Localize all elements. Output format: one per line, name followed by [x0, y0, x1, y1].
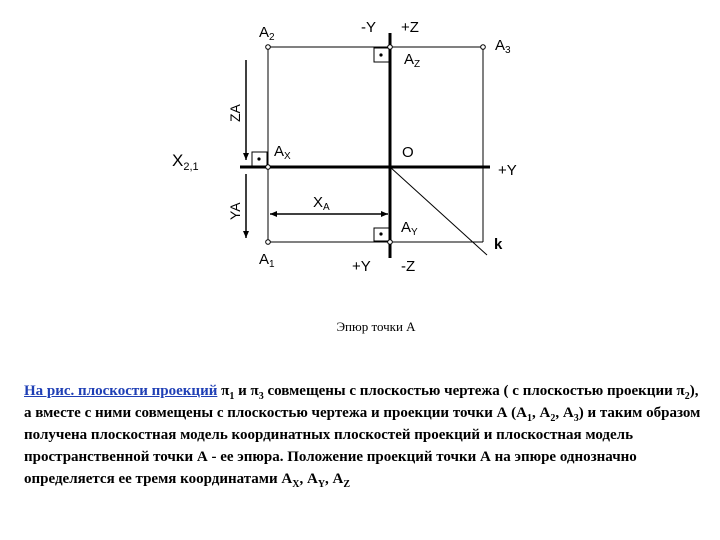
label-plus-y-bottom: +Y — [352, 258, 371, 275]
diagram-labels — [172, 19, 517, 275]
label-ax: $A_X$ — [274, 143, 291, 162]
construction-lines — [268, 47, 487, 255]
label-plus-z-top: +Z — [401, 19, 419, 36]
pi-symbol: π — [221, 383, 230, 399]
label-minus-z-bottom: -Z — [401, 258, 416, 275]
pi-symbol: π — [250, 383, 259, 399]
label-za: ZA — [227, 104, 243, 122]
label-a2: $A_2$ — [259, 24, 275, 43]
description-paragraph: На рис. плоскости проекций $\pi_1$ и $\pi_3$ совмещены с плоскостью чертежа ( с плоскостью проекции $\pi_2$), а вместе с ними совмещены с плоскостью чертежа и проекции точки А ($А_1$, $А_2$, $А_3$) и таким образом получена плоскостная модель координатных плоскостей проекций и плоскостная модель пространственной точки А - ее эпюра. Положение проекций точки А на эпюре однозначно определяется ее тремя координатами $А_X$, $А_Y$, $А_Z$ — [24, 383, 701, 490]
figure-link[interactable]: На рис. плоскости проекций — [24, 383, 218, 399]
label-k: k — [494, 236, 503, 253]
label-xa: $X_A$ — [313, 194, 330, 213]
pi-symbol: π — [676, 383, 685, 399]
point-a1 — [266, 240, 271, 245]
point-a2 — [266, 45, 271, 50]
right-angle-marks — [252, 48, 389, 241]
point-az — [388, 45, 393, 50]
dot-ax — [257, 157, 260, 160]
point-ay — [388, 240, 393, 245]
label-az: $A_Z$ — [404, 51, 421, 70]
dot-ay — [379, 232, 382, 235]
dot-az — [379, 53, 382, 56]
figure-caption: Эпюр точки А — [336, 319, 416, 334]
label-plus-y-right: +Y — [498, 162, 517, 179]
label-a3: $A_3$ — [495, 37, 511, 56]
label-minus-y-top: -Y — [361, 19, 376, 36]
label-ya: YA — [227, 202, 243, 220]
label-a1: $A_1$ — [259, 251, 275, 270]
label-origin: O — [402, 144, 414, 161]
label-ay: $A_Y$ — [401, 219, 418, 238]
label-x-axis: $X_{2,1}$ — [172, 151, 199, 173]
dimension-arrows — [246, 60, 388, 238]
point-ax — [266, 165, 271, 170]
point-a3 — [481, 45, 486, 50]
